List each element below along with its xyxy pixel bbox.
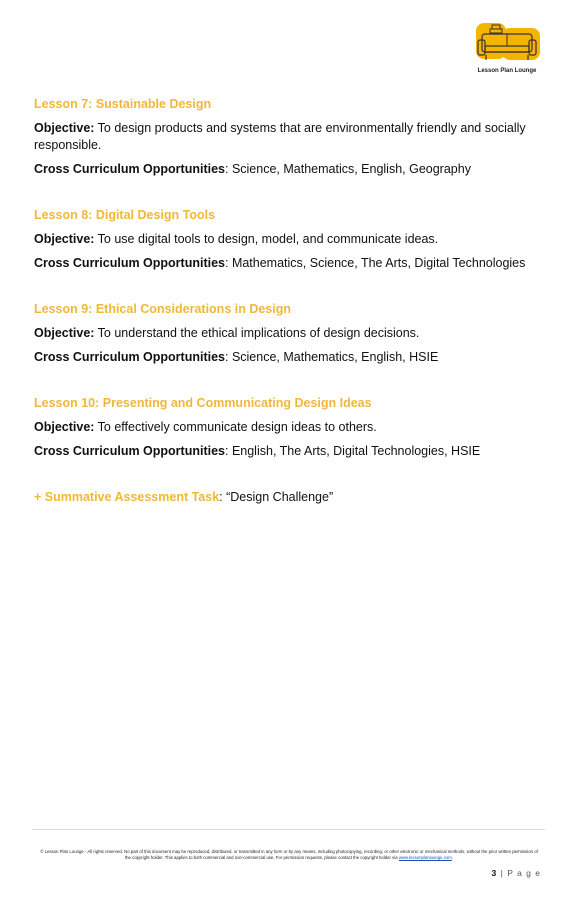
cross-curriculum xyxy=(34,443,534,460)
page-number xyxy=(492,868,541,878)
objective-text: To effectively communicate design ideas to others. xyxy=(94,420,377,434)
cross-curriculum-text: : English, The Arts, Digital Technologies, HSIE xyxy=(225,444,481,458)
copyright-text: © Lesson Plan Lounge - All rights reserved. No part of this document may be reproduced, distributed, or transmitted in any form or by any means, including photocopying, recording, or other electronic or mechanical methods, without the prior written permission of the copyright holder. This applies to both commercial and non-commercial use. For permission requests, please contact the copyright holder via xyxy=(40,849,538,860)
cross-curriculum-label: Cross Curriculum Opportunities xyxy=(34,350,225,364)
lesson-title: Lesson 8: Digital Design Tools xyxy=(34,208,216,222)
lesson-title: Lesson 9: Ethical Considerations in Design xyxy=(34,302,291,316)
objective-label: Objective: xyxy=(34,326,95,340)
objective-text: To design products and systems that are environmentally friendly and socially responsible. xyxy=(34,121,526,152)
lesson-list xyxy=(34,96,534,506)
objective xyxy=(34,120,534,154)
logo xyxy=(470,20,544,80)
page-number-value: 3 xyxy=(491,868,498,878)
copyright-footer xyxy=(38,849,540,861)
page-separator: | xyxy=(497,868,508,878)
sofa-logo-icon xyxy=(472,20,542,68)
footer-divider xyxy=(32,829,545,830)
cross-curriculum xyxy=(34,161,534,178)
objective-label: Objective: xyxy=(34,420,95,434)
objective xyxy=(34,231,534,248)
objective-label: Objective: xyxy=(34,232,95,246)
objective-text: To use digital tools to design, model, and communicate ideas. xyxy=(94,232,439,246)
cross-curriculum-text: : Science, Mathematics, English, Geography xyxy=(225,162,471,176)
objective-text: To understand the ethical implications of design decisions. xyxy=(94,326,420,340)
cross-curriculum xyxy=(34,349,534,366)
lesson-title: Lesson 7: Sustainable Design xyxy=(34,97,212,111)
page-label: P a g e xyxy=(507,868,541,878)
cross-curriculum-label: Cross Curriculum Opportunities xyxy=(34,256,225,270)
logo-text: Lesson Plan Lounge xyxy=(477,68,537,74)
cross-curriculum-label: Cross Curriculum Opportunities xyxy=(34,162,225,176)
objective xyxy=(34,325,534,342)
summative-assessment xyxy=(34,489,534,506)
objective-label: Objective: xyxy=(34,121,95,135)
lesson-8 xyxy=(34,207,534,272)
copyright-end: . xyxy=(451,855,454,860)
cross-curriculum-text: : Science, Mathematics, English, HSIE xyxy=(225,350,439,364)
cross-curriculum xyxy=(34,255,534,272)
summative-label: + Summative Assessment Task xyxy=(34,490,220,504)
website-link[interactable]: www.lessonplanlounge.com xyxy=(398,855,452,860)
lesson-9 xyxy=(34,301,534,366)
objective xyxy=(34,419,534,436)
summative-value: : “Design Challenge” xyxy=(219,490,334,504)
cross-curriculum-label: Cross Curriculum Opportunities xyxy=(34,444,225,458)
cross-curriculum-text: : Mathematics, Science, The Arts, Digital Technologies xyxy=(225,256,526,270)
lesson-7 xyxy=(34,96,534,178)
lesson-title: Lesson 10: Presenting and Communicating Design Ideas xyxy=(34,396,372,410)
lesson-10 xyxy=(34,395,534,460)
